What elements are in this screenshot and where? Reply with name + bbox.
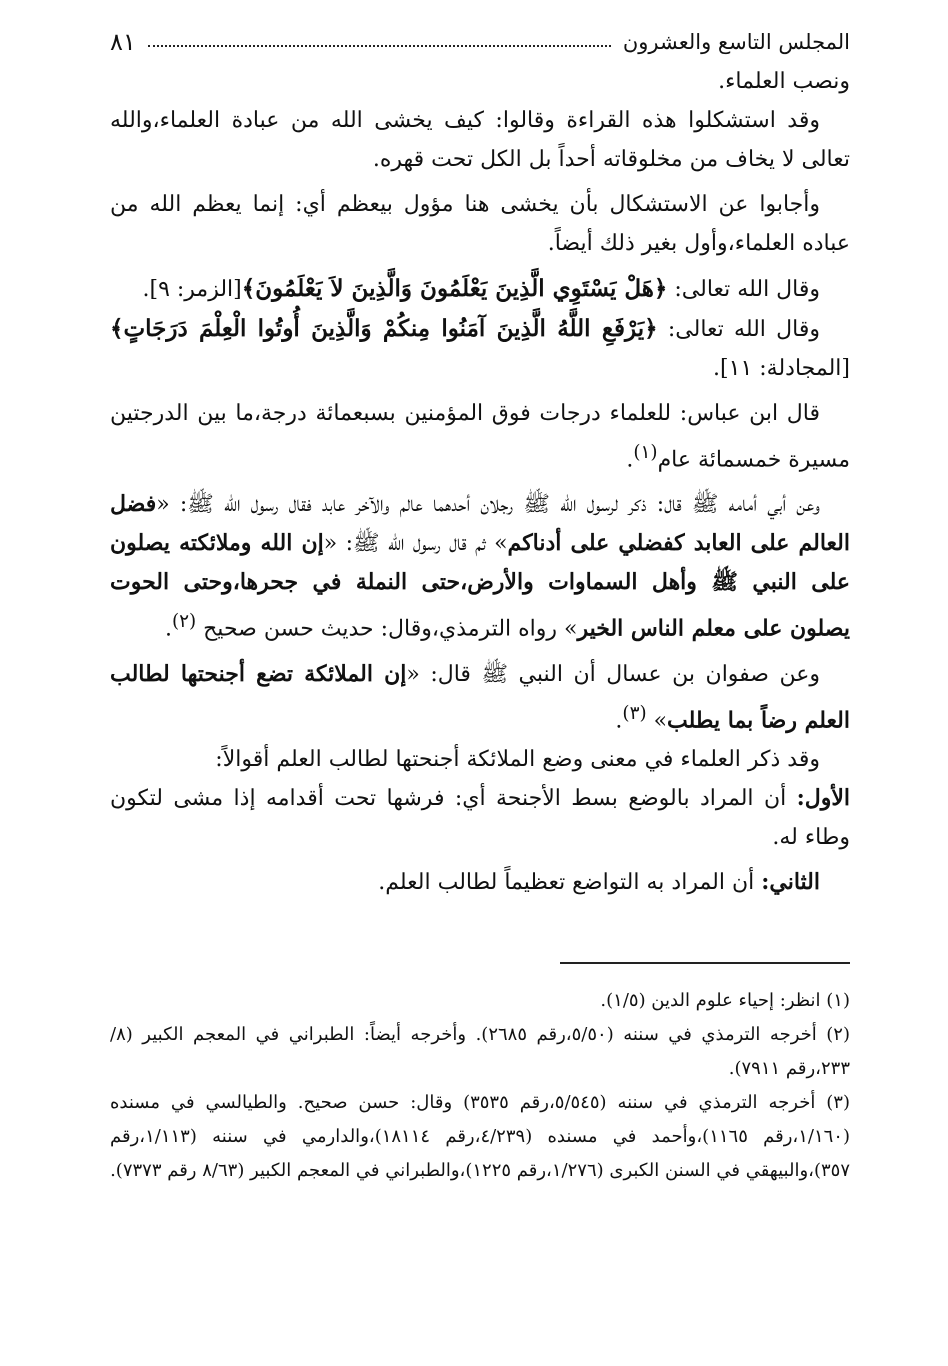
footnote-1: (١) انظر: إحياء علوم الدين (١/٥). (600, 989, 850, 1011)
paragraph-9: وقد ذكر العلماء في معنى وضع الملائكة أجنحتها لطالب العلم أقوالاً: (215, 746, 820, 772)
paragraph-end: . (164, 616, 172, 642)
quran-verse: ﴿يَرْفَعِ اللَّهُ الَّذِينَ آمَنُوا مِنكُمْ وَالَّذِينَ أُوتُوا الْعِلْمَ دَرَجَاتٍ﴾ (110, 315, 658, 342)
paragraph-6 (110, 394, 850, 479)
paragraph-5 (110, 309, 850, 388)
paragraph-text: » ثم قال رسول الله ﷺ: « (323, 531, 508, 557)
point-label: الأول: (796, 784, 850, 811)
book-page (110, 22, 850, 1188)
paragraph-end: . (626, 447, 634, 473)
paragraph-text: وعن أبي أمامه ﷺ قال: ذكر لرسول الله ﷺ رجلان أحدهما عالم والآخر عابد فقال رسول الله ﷺ: « (156, 492, 820, 518)
paragraph-2: وقد استشكلوا هذه القراءة وقالوا: كيف يخشى الله من عبادة العلماء،والله تعالى لا يخاف من مخلوقاته أحداً بل الكل تحت قهره. (110, 108, 850, 172)
dotted-leader (148, 45, 611, 47)
footnote-2: (٢) أخرجه الترمذي في سننه (٥/٥٠،رقم ٢٦٨٥). وأخرجه أيضاً: الطبراني في المعجم الكبير (٨/ ٢٣٣،رقم ٧٩١١). (110, 1023, 850, 1079)
verse-reference: [الزمر: ٩]. (142, 277, 242, 302)
quran-verse: ﴿هَلْ يَسْتَوِي الَّذِينَ يَعْلَمُونَ وَالَّذِينَ لاَ يَعْلَمُونَ﴾ (241, 275, 668, 302)
paragraph-text: وعن صفوان بن عسال أن النبي ﷺ قال: « (406, 661, 820, 687)
paragraph-3: وأجابوا عن الاستشكال بأن يخشى هنا مؤول بيعظم أي: إنما يعظم الله من عباده العلماء،وأول بغير ذلك أيضاً. (110, 192, 850, 256)
paragraph-10 (110, 779, 850, 857)
page-number: ٨١ (110, 28, 136, 56)
footnotes (110, 984, 850, 1188)
paragraph-text: » رواه الترمذي،وقال: حديث حسن صحيح (196, 616, 578, 642)
paragraph-text: قال ابن عباس: للعلماء درجات فوق المؤمنين بسبعمائة درجة،ما بين الدرجتين مسيرة خمسمائة عام (110, 401, 850, 473)
hadith-quote: إن الملائكة تضع أجنحتها لطالب العلم رضاً بما يطلب (110, 660, 850, 733)
hadith-quote: إن الله وملائكته يصلون على النبي ﷺ وأهل السماوات والأرض،حتى النملة في جحرها،وحتى الحوت يصلون على معلم الناس الخير (110, 530, 850, 642)
point-label: الثاني: (761, 868, 820, 895)
quote-intro: وقال الله تعالى: (667, 277, 820, 302)
paragraph-11 (110, 863, 850, 902)
footnote-divider (560, 962, 850, 964)
point-text: أن المراد بالوضع بسط الأجنحة أي: فرشها تحت أقدامه إذا مشى لتكون وطاء له. (110, 785, 850, 850)
paragraph-end: . (615, 707, 623, 733)
footnote-3: (٣) أخرجه الترمذي في سننه (٥/٥٤٥،رقم ٣٥٣٥) وقال: حسن صحيح. والطيالسي في مسنده (١/١٦٠،رقم ١١٦٥)،وأحمد في مسنده (٤/٢٣٩،رقم ١٨١١٤)،والدارمي في سننه (١/١١٣،رقم ٣٥٧)،والبيهقي في السنن الكبرى (١/٢٧٦،رقم ١٢٢٥)،والطبراني في المعجم الكبير (٨/٦٣ رقم ٧٣٧٣). (110, 1091, 851, 1181)
running-header (110, 22, 850, 62)
chapter-title: المجلس التاسع والعشرون (622, 30, 850, 54)
hadith-quote: فضل العالم على العابد كفضلي على أدناكم (110, 491, 850, 557)
paragraph-4 (110, 269, 850, 309)
footnote-marker-1[interactable]: (١) (633, 442, 658, 463)
point-text: أن المراد به التواضع تعظيماً لطالب العلم. (378, 869, 762, 895)
footnote-marker-3[interactable]: (٣) (622, 702, 647, 724)
paragraph-8 (110, 655, 850, 740)
footnote-marker-2[interactable]: (٢) (171, 611, 197, 633)
main-text (110, 62, 850, 902)
paragraph-7 (110, 485, 850, 648)
paragraph-1: ونصب العلماء. (718, 69, 850, 94)
verse-reference: [المجادلة: ١١]. (713, 356, 850, 381)
quote-intro: وقال الله تعالى: (657, 317, 820, 342)
paragraph-text: » (646, 707, 668, 733)
